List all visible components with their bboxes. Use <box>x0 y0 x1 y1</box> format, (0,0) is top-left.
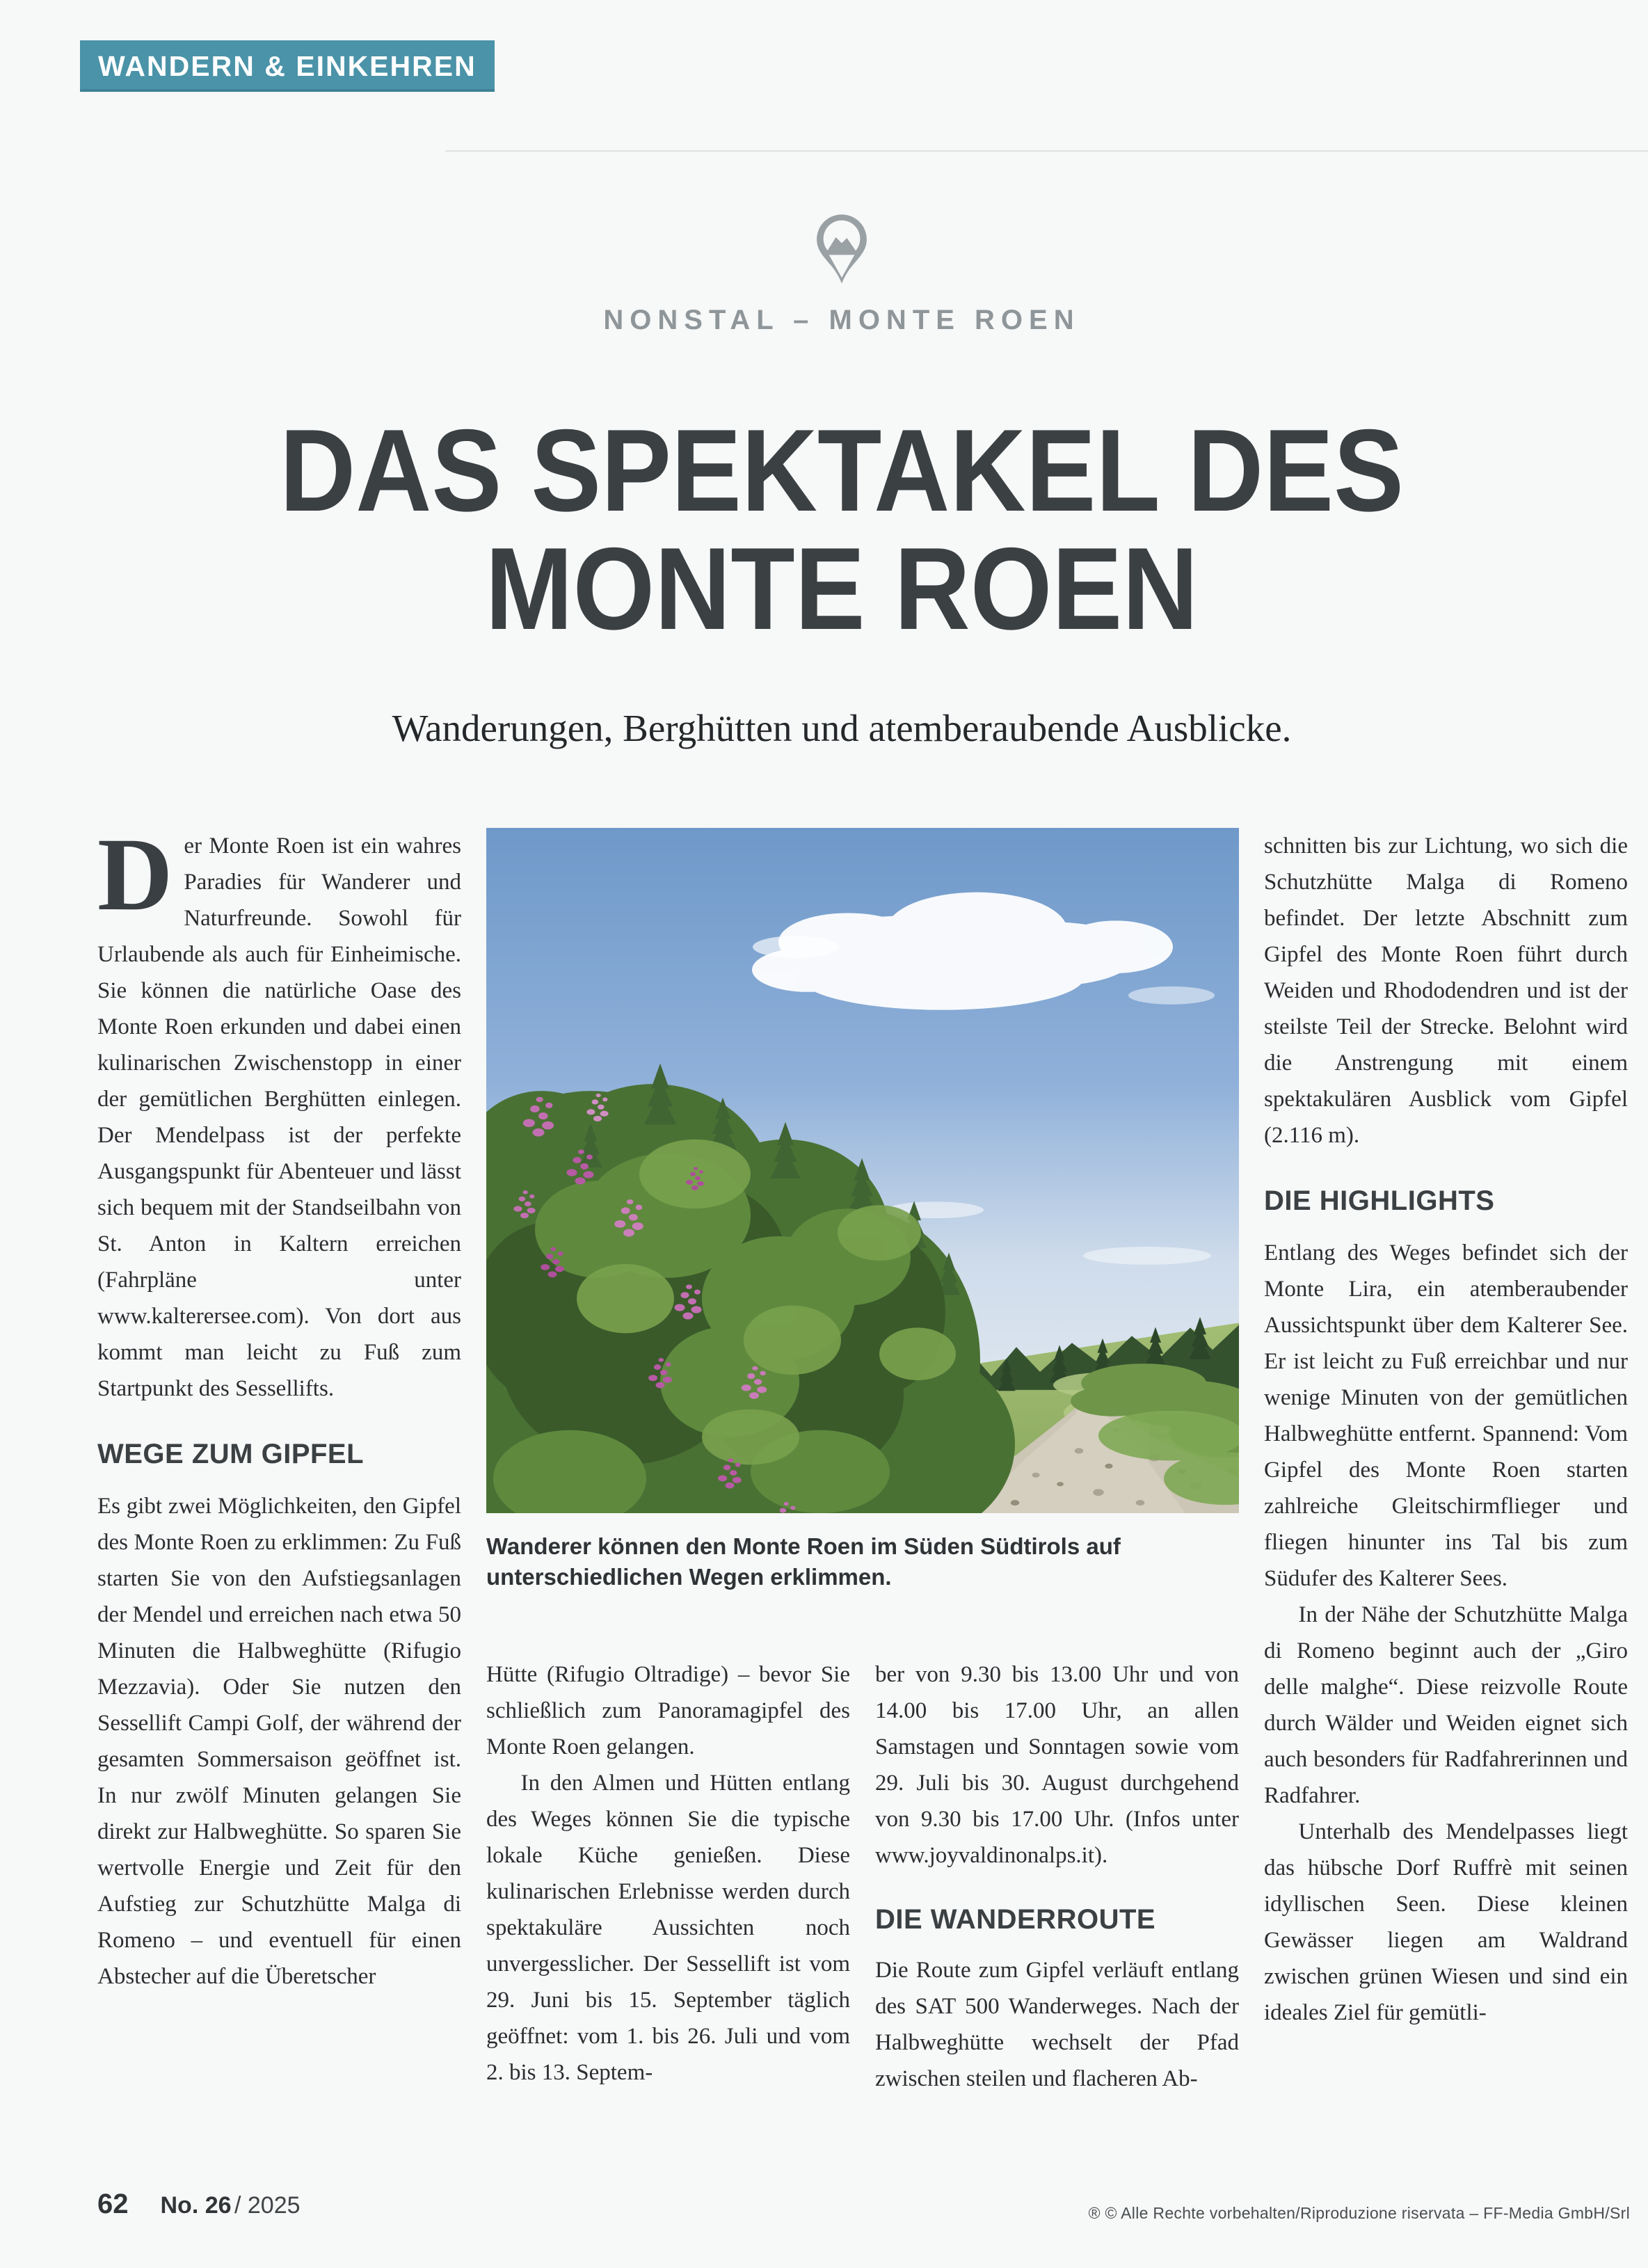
article-header <box>42 0 1642 750</box>
subtitle: Wanderungen, Berghütten und atemberaubende Ausblicke. <box>392 707 1292 749</box>
issue-number: No. 26 <box>160 2192 232 2219</box>
article-photo <box>486 828 1239 1513</box>
kicker: NONSTAL – MONTE ROEN <box>603 305 1080 335</box>
column-3 <box>875 1656 1239 2165</box>
rights-notice: ® © Alle Rechte vorbehalten/Riproduzione riservata – FF-Media GmbH/Srl <box>1088 2204 1630 2222</box>
column-2 <box>486 1656 850 2165</box>
photo-caption: Wanderer können den Monte Roen im Süden Südtirols auf unterschiedlichen Wegen erklimmen. <box>486 1533 1121 1590</box>
middle-columns <box>486 1656 1239 2165</box>
column-1 <box>97 828 461 2165</box>
body-paragraph: Entlang des Weges befindet sich der Monte Lira, ein atemberaubender Aussichtspunkt über dem Kalterer See. Er ist leicht zu Fuß erreichbar und nur wenige Minuten von der gemütlichen Halbweghütte entfernt. Spannend: Vom Gipfel des Monte Roen starten zahlreiche Gleitschirmflieger und fliegen hinunter ins Tal bis zum Südufer des Kalterer Sees. <box>1264 1240 1628 1591</box>
column-4 <box>1264 828 1628 2165</box>
body-paragraph: In den Almen und Hütten entlang des Weges können Sie die typische lokale Küche genießen. Diese kulinarischen Erlebnisse werden durch spektakuläre Aussichten noch unvergesslicher. Der Sessellift ist vom 29. Juni bis 15. September täglich geöffnet: vom 1. bis 26. Juli und vom 2. bis 13. Septem- <box>486 1771 850 2085</box>
body-paragraph <box>97 828 461 1407</box>
mountain-pin-icon <box>815 213 868 287</box>
page-title <box>42 405 1642 654</box>
headline-line-2: MONTE ROEN <box>485 523 1199 654</box>
body-paragraph: Hütte (Rifugio Oltradige) – bevor Sie schließlich zum Panoramagipfel des Monte Roen gelangen. <box>486 1662 850 1759</box>
body-paragraph: Unterhalb des Mendelpasses liegt das hübsche Dorf Ruffrè mit seinen idyllischen Seen. Diese kleinen Gewässer liegen am Waldrand zwischen grünen Wiesen und sind ein ideales Ziel für gemütli- <box>1264 1819 1628 2025</box>
headline-line-1: DAS SPEKTAKEL DES <box>280 405 1404 536</box>
section-badge: WANDERN & EINKEHREN <box>80 40 495 92</box>
footer-page-info <box>97 2189 301 2220</box>
article-body <box>97 828 1628 2165</box>
body-paragraph: schnitten bis zur Lichtung, wo sich die Schutzhütte Malga di Romeno befindet. Der letzte Abschnitt zum Gipfel des Monte Roen führt durch Weiden und Rhododendren und ist der steilste Teil der Strecke. Belohnt wird die Anstrengung mit einem spektakulären Ausblick vom Gipfel (2.116 m). <box>1264 833 1628 1148</box>
section-heading-die-highlights: DIE HIGHLIGHTS <box>1264 1185 1495 1216</box>
page-number: 62 <box>97 2189 129 2219</box>
photo-and-middle-columns <box>486 828 1239 2165</box>
body-paragraph: Es gibt zwei Möglichkeiten, den Gipfel des Monte Roen zu erklimmen: Zu Fuß starten Sie von den Aufstiegsanlagen der Mendel und erreichen nach etwa 50 Minuten die Halbweghütte (Rifugio Mezzavia). Oder Sie nutzen den Sessellift Campi Golf, der während der gesamten Sommersaison geöffnet ist. In nur zwölf Minuten gelangen Sie direkt zur Halbweghütte. So sparen Sie wertvolle Energie und Zeit für den Aufstieg zur Schutzhütte Malga di Romeno – und eventuell für einen Abstecher auf die Überetscher <box>97 1494 461 1989</box>
issue-year: / 2025 <box>234 2192 301 2219</box>
body-paragraph: ber von 9.30 bis 13.00 Uhr und von 14.00 bis 17.00 Uhr, an allen Samstagen und Sonntagen sowie vom 29. Juli bis 30. August durchgehend von 9.30 bis 17.00 Uhr. (Infos unter www.joyvaldinonalps.it). <box>875 1662 1239 1868</box>
body-paragraph: In der Nähe der Schutzhütte Malga di Romeno beginnt auch der „Giro delle malghe“. Diese reizvolle Route durch Wälder und Weiden eignet sich auch besonders für Radfahrerinnen und Radfahrer. <box>1264 1602 1628 1808</box>
paragraph-text: er Monte Roen ist ein wahres Paradies für Wanderer und Naturfreunde. Sowohl für Urlaubende als auch für Einheimische. Sie können die natürliche Oase des Monte Roen erkunden und dabei einen kulinarischen Zwischenstopp in einer der gemütlichen Berghütten einlegen. Der Mendelpass ist der perfekte Ausgangspunkt für Abenteuer und lässt sich bequem mit der Standseilbahn von St. Anton in Kaltern erreichen (Fahrpläne unter www.kalterersee.com). Von dort aus kommt man leicht zu Fuß zum Startpunkt des Sessellifts. <box>97 833 461 1401</box>
drop-cap: D <box>97 828 173 932</box>
body-paragraph: Die Route zum Gipfel verläuft entlang des SAT 500 Wanderweges. Nach der Halbweghütte wechselt der Pfad zwischen steilen und flacheren Ab- <box>875 1958 1239 2091</box>
section-heading-die-wanderroute: DIE WANDERROUTE <box>875 1904 1156 1935</box>
section-heading-wege-zum-gipfel: WEGE ZUM GIPFEL <box>97 1439 365 1469</box>
mountain-trail-photo-illustration <box>486 828 1239 1513</box>
